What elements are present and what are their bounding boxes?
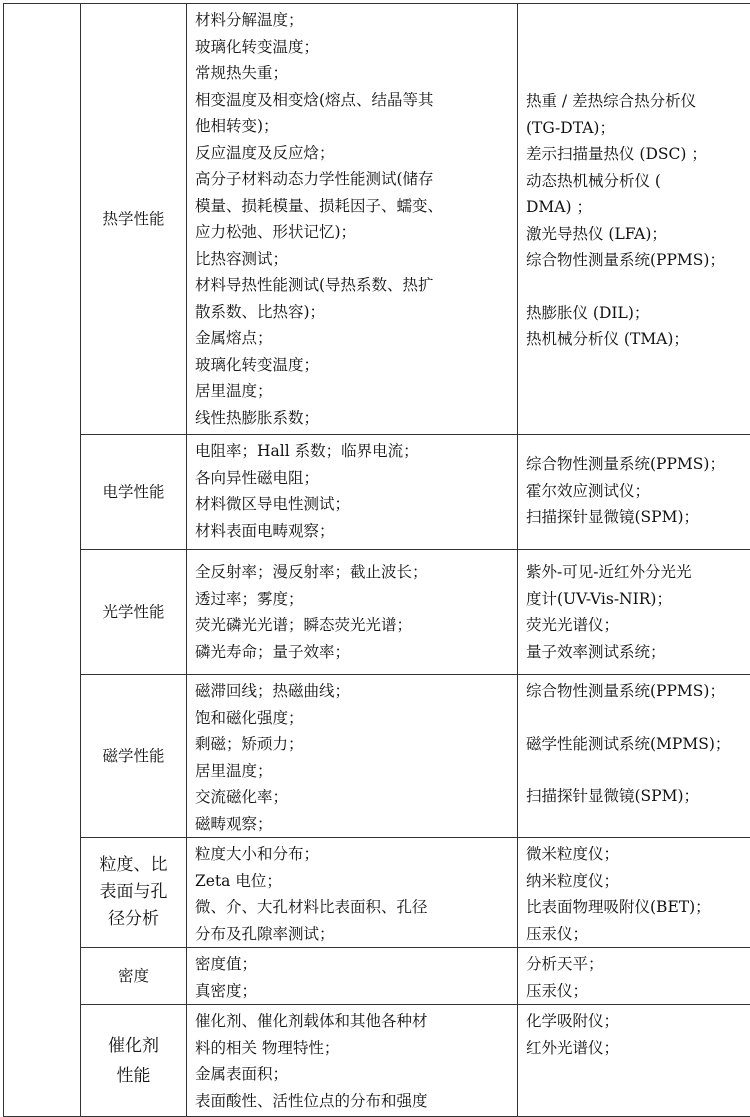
category-label: 性能 <box>81 1061 186 1091</box>
list-item: 量子效率测试系统； <box>526 639 750 666</box>
category-label: 电学性能 <box>102 483 164 501</box>
list-item: 剩磁；矫顽力； <box>195 731 511 758</box>
category-cell <box>81 948 187 1005</box>
table-row <box>4 4 750 435</box>
category-cell <box>81 838 187 948</box>
category-cell <box>81 435 187 550</box>
list-item: 真密度； <box>195 978 511 1005</box>
list-item: 模量、损耗模量、损耗因子、蠕变、 <box>195 193 511 220</box>
blank-line <box>526 274 750 300</box>
list-item: 材料分解温度； <box>195 7 511 34</box>
test-items-cell <box>187 675 518 838</box>
list-item: 反应温度及反应焓； <box>195 140 511 167</box>
list-item: 高分子材料动态力学性能测试(储存 <box>195 166 511 193</box>
list-item: 压汞仪； <box>526 978 750 1005</box>
list-item: 粒度大小和分布； <box>195 841 511 868</box>
list-item: 热重 / 差热综合热分析仪 <box>526 88 750 115</box>
instruments-cell <box>518 435 750 550</box>
instruments-cell <box>518 4 750 435</box>
list-item: 各向异性磁电阻； <box>195 465 511 492</box>
list-item: 交流磁化率； <box>195 784 511 811</box>
list-item: 电阻率；Hall 系数；临界电流； <box>195 438 511 465</box>
list-item: 微、介、大孔材料比表面积、孔径 <box>195 894 511 921</box>
blank-line <box>526 705 750 731</box>
instruments-cell <box>518 675 750 838</box>
list-item: Zeta 电位； <box>195 868 511 895</box>
list-item: 分析天平； <box>526 951 750 978</box>
list-item: 散系数、比热容)； <box>195 299 511 326</box>
list-item: 他相转变)； <box>195 113 511 140</box>
list-item: 常规热失重； <box>195 60 511 87</box>
table-row <box>4 838 750 948</box>
list-item: 玻璃化转变温度； <box>195 352 511 379</box>
list-item: 饱和磁化强度； <box>195 705 511 732</box>
list-item: 微米粒度仪； <box>526 841 750 868</box>
outer-merged-cell <box>4 4 81 1117</box>
category-label: 热学性能 <box>102 210 164 228</box>
list-item: 压汞仪； <box>526 921 750 948</box>
test-items-cell <box>187 550 518 675</box>
list-item: 霍尔效应测试仪； <box>526 478 750 505</box>
table-row <box>4 435 750 550</box>
list-item: 差示扫描量热仪 (DSC) ； <box>526 141 750 168</box>
list-item: 磁滞回线；热磁曲线； <box>195 678 511 705</box>
list-item: 相变温度及相变焓(熔点、结晶等其 <box>195 87 511 114</box>
list-item: 金属表面积； <box>195 1061 511 1088</box>
property-table <box>3 3 750 1117</box>
table-row <box>4 948 750 1005</box>
test-items-cell <box>187 4 518 435</box>
list-item: 扫描探针显微镜(SPM)； <box>526 504 750 531</box>
list-item: 红外光谱仪； <box>526 1035 750 1062</box>
list-item: 材料导热性能测试(导热系数、热扩 <box>195 272 511 299</box>
list-item: 材料表面电畴观察； <box>195 518 511 545</box>
list-item: 综合物性测量系统(PPMS)； <box>526 247 750 274</box>
list-item: 表面酸性、活性位点的分布和强度 <box>195 1088 511 1115</box>
category-label: 表面与孔 <box>81 879 186 906</box>
category-label: 径分析 <box>81 906 186 933</box>
category-label: 密度 <box>118 967 149 985</box>
list-item: 密度值； <box>195 951 511 978</box>
category-label: 磁学性能 <box>102 747 164 765</box>
category-cell <box>81 550 187 675</box>
category-label: 粒度、比 <box>81 852 186 879</box>
list-item: 居里温度； <box>195 378 511 405</box>
table-row <box>4 550 750 675</box>
category-cell <box>81 1005 187 1117</box>
category-label: 光学性能 <box>102 603 164 621</box>
list-item: 材料微区导电性测试； <box>195 491 511 518</box>
list-item: 热机械分析仪 (TMA)； <box>526 326 750 353</box>
list-item: 热膨胀仪 (DIL)； <box>526 300 750 327</box>
list-item: 紫外-可见-近红外分光光 <box>526 559 750 586</box>
list-item: 全反射率；漫反射率；截止波长； <box>195 559 511 586</box>
table-row <box>4 1005 750 1117</box>
list-item: 综合物性测量系统(PPMS)； <box>526 451 750 478</box>
list-item: (TG-DTA)； <box>526 115 750 142</box>
category-cell <box>81 4 187 435</box>
instruments-cell <box>518 948 750 1005</box>
category-cell <box>81 675 187 838</box>
blank-line <box>526 757 750 783</box>
list-item: 催化剂、催化剂载体和其他各种材 <box>195 1008 511 1035</box>
list-item: 激光导热仪 (LFA)； <box>526 221 750 248</box>
list-item: 透过率；雾度； <box>195 586 511 613</box>
category-label: 催化剂 <box>81 1031 186 1061</box>
list-item: 比热容测试； <box>195 246 511 273</box>
test-items-cell <box>187 1005 518 1117</box>
list-item: 磁学性能测试系统(MPMS)； <box>526 731 750 758</box>
test-items-cell <box>187 838 518 948</box>
list-item: 度计(UV-Vis-NIR)； <box>526 586 750 613</box>
list-item: 荧光磷光光谱；瞬态荧光光谱； <box>195 612 511 639</box>
list-item: 料的相关 物理特性； <box>195 1035 511 1062</box>
list-item: DMA) ； <box>526 194 750 221</box>
list-item: 综合物性测量系统(PPMS)； <box>526 678 750 705</box>
test-items-cell <box>187 948 518 1005</box>
list-item: 磁畴观察； <box>195 811 511 838</box>
list-item: 线性热膨胀系数； <box>195 405 511 432</box>
list-item: 应力松弛、形状记忆)； <box>195 219 511 246</box>
list-item: 金属熔点； <box>195 325 511 352</box>
table-row <box>4 675 750 838</box>
list-item: 化学吸附仪； <box>526 1008 750 1035</box>
list-item: 比表面物理吸附仪(BET)； <box>526 894 750 921</box>
instruments-cell <box>518 550 750 675</box>
list-item: 玻璃化转变温度； <box>195 34 511 61</box>
instruments-cell <box>518 838 750 948</box>
list-item: 动态热机械分析仪 ( <box>526 168 750 195</box>
list-item: 扫描探针显微镜(SPM)； <box>526 783 750 810</box>
list-item: 荧光光谱仪； <box>526 612 750 639</box>
list-item: 分布及孔隙率测试； <box>195 921 511 948</box>
list-item: 纳米粒度仪； <box>526 868 750 895</box>
list-item: 居里温度； <box>195 758 511 785</box>
test-items-cell <box>187 435 518 550</box>
instruments-cell <box>518 1005 750 1117</box>
list-item: 磷光寿命；量子效率； <box>195 639 511 666</box>
